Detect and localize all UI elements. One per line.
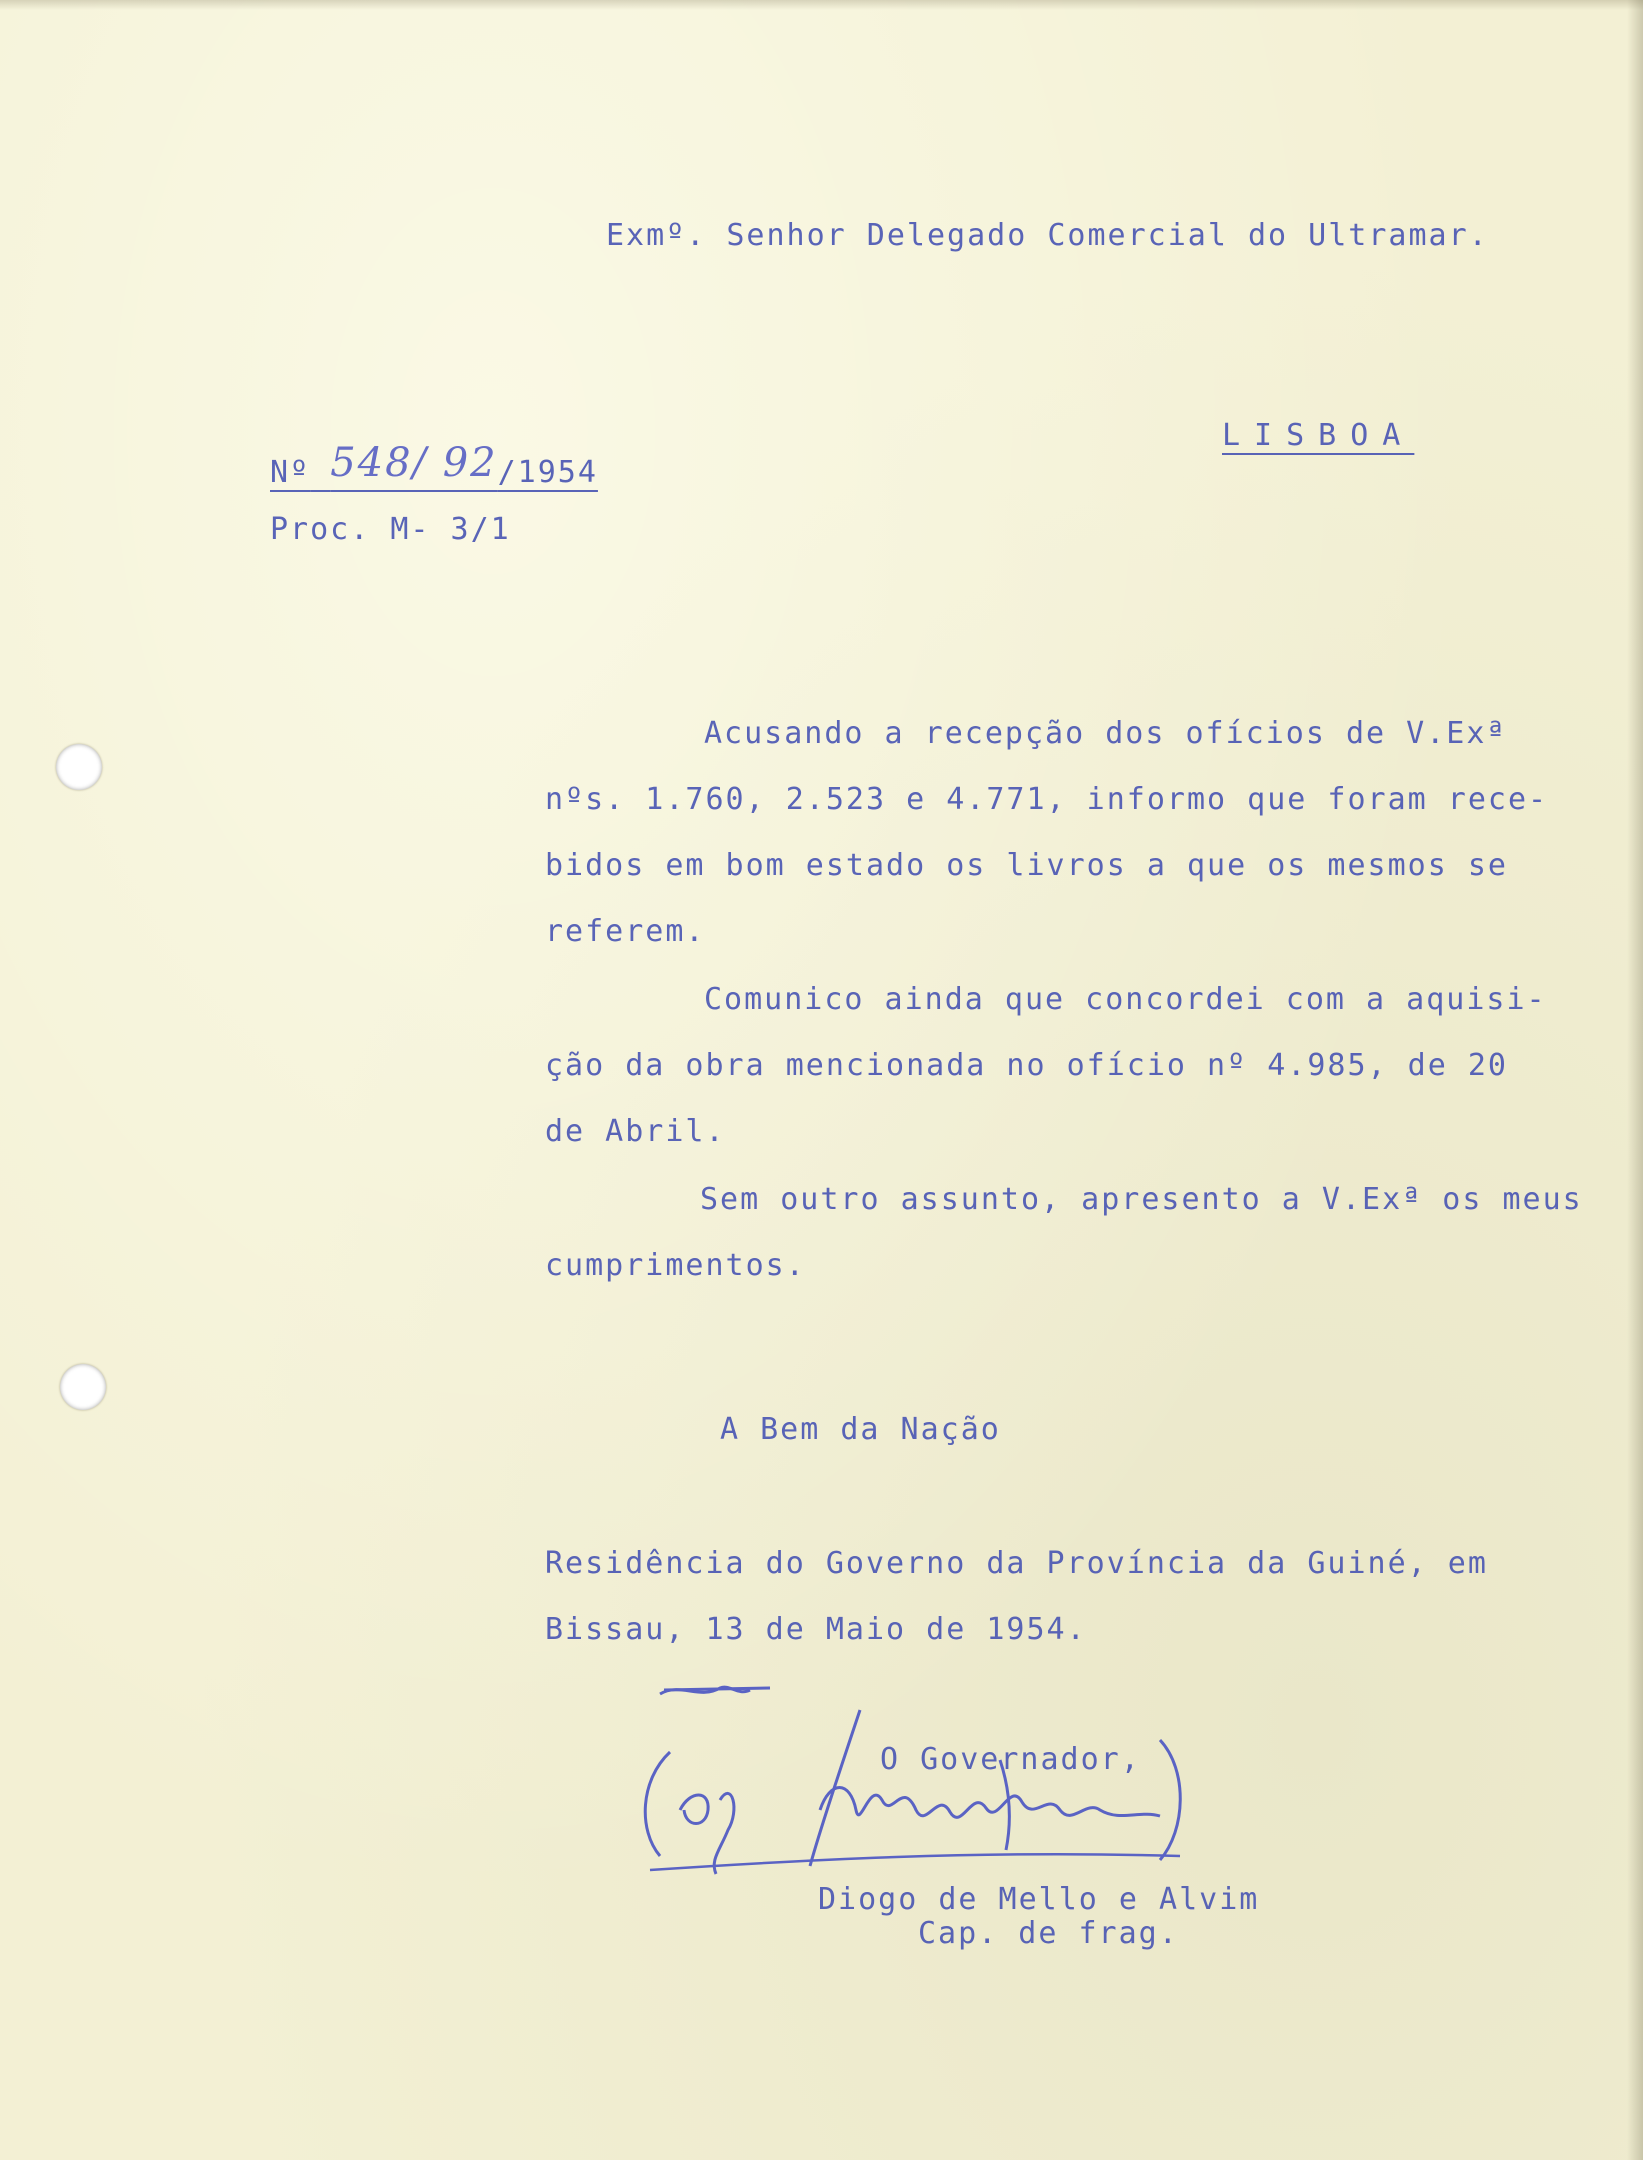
reference-number xyxy=(270,440,598,492)
paper-top-edge xyxy=(0,0,1643,10)
signatory-role: O Governador, xyxy=(880,1742,1141,1777)
closing-formula: A Bem da Nação xyxy=(720,1412,1001,1447)
body-line-5: Comunico ainda que concordei com a aquisi- xyxy=(704,982,1547,1017)
handwritten-reference: 548/ 92 xyxy=(330,440,498,486)
body-line-3: bidos em bom estado os livros a que os mesmos se xyxy=(545,848,1508,883)
place-line-2: Bissau, 13 de Maio de 1954. xyxy=(545,1612,1087,1647)
city-heading: LISBOA xyxy=(1222,418,1415,453)
process-number: Proc. M- 3/1 xyxy=(270,512,511,547)
place-line-1: Residência do Governo da Província da Guiné, em xyxy=(545,1546,1488,1581)
addressee-line: Exmº. Senhor Delegado Comercial do Ultramar. xyxy=(606,218,1489,253)
body-line-1: Acusando a recepção dos ofícios de V.Exª xyxy=(704,716,1507,751)
reference-year: /1954 xyxy=(497,455,598,490)
punch-hole-lower xyxy=(60,1364,106,1410)
paper-right-edge xyxy=(1627,0,1643,2160)
body-line-2: nºs. 1.760, 2.523 e 4.771, informo que foram rece- xyxy=(545,782,1549,817)
body-line-4: referem. xyxy=(545,914,706,949)
body-line-7: de Abril. xyxy=(545,1114,726,1149)
body-line-6: ção da obra mencionada no ofício nº 4.985, de 20 xyxy=(545,1048,1508,1083)
body-line-9: cumprimentos. xyxy=(545,1248,806,1283)
reference-prefix: Nº xyxy=(270,455,311,490)
punch-hole-upper xyxy=(56,744,102,790)
signatory-rank: Cap. de frag. xyxy=(918,1916,1179,1951)
body-line-8: Sem outro assunto, apresento a V.Exª os meus xyxy=(700,1182,1583,1217)
signatory-name: Diogo de Mello e Alvim xyxy=(818,1882,1260,1917)
handwritten-signature xyxy=(620,1660,1200,1920)
